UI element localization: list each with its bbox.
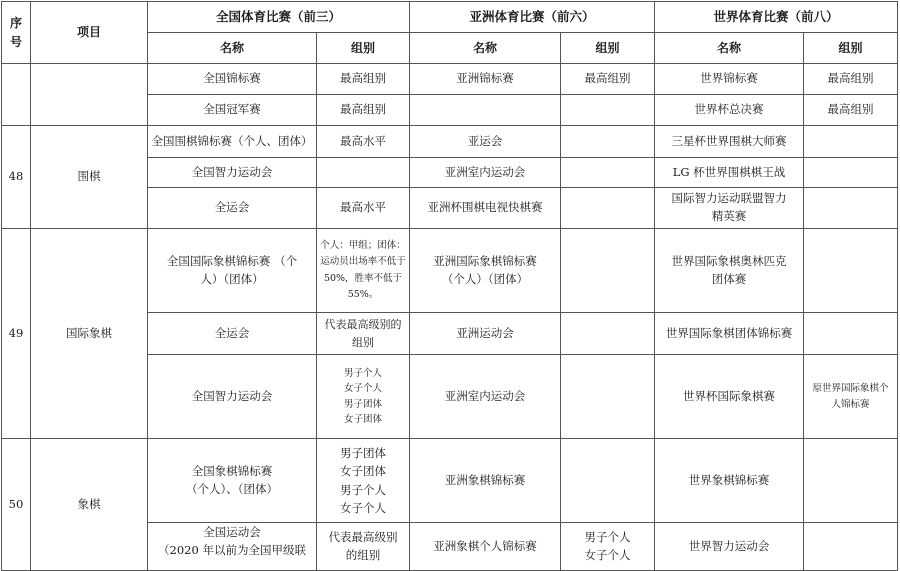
asian-group-cell bbox=[561, 126, 655, 158]
asian-group-cell bbox=[561, 523, 655, 571]
world-group-cell bbox=[804, 313, 898, 355]
asian-name-cell: 亚洲室内运动会 bbox=[410, 158, 561, 188]
national-group-cell: 代表最高级别的组别 bbox=[317, 523, 410, 571]
project-cell: 象棋 bbox=[31, 439, 148, 571]
world-name-cell: 世界杯总决赛 bbox=[655, 95, 804, 126]
asian-name-cell: 亚洲运动会 bbox=[410, 313, 561, 355]
national-group-cell: 最高水平 bbox=[317, 126, 410, 158]
asian-name-cell: 亚洲象棋锦标赛 bbox=[410, 439, 561, 523]
national-group-cell: 最高水平 bbox=[317, 188, 410, 229]
sports-competition-table bbox=[1, 1, 898, 571]
table-row bbox=[2, 229, 898, 313]
world-name-cell: 世界智力运动会 bbox=[655, 523, 804, 571]
national-name-cell: 全运会 bbox=[148, 188, 317, 229]
national-name-cell bbox=[148, 523, 317, 571]
national-group-cell bbox=[317, 158, 410, 188]
asian-group-cell bbox=[561, 188, 655, 229]
asian-group-cell bbox=[561, 229, 655, 313]
world-name-cell: 世界国际象棋团体锦标赛 bbox=[655, 313, 804, 355]
seq-cell: 50 bbox=[2, 439, 31, 571]
national-name-cell: 全国智力运动会 bbox=[148, 158, 317, 188]
world-group-cell bbox=[804, 158, 898, 188]
national-name-cell bbox=[148, 439, 317, 523]
header-seq: 序号 bbox=[2, 2, 31, 64]
header-world-group: 组别 bbox=[804, 33, 898, 64]
asian-group-cell bbox=[561, 439, 655, 523]
asian-name-cell: 亚洲杯围棋电视快棋赛 bbox=[410, 188, 561, 229]
world-group-cell bbox=[804, 439, 898, 523]
world-name-cell: 国际智力运动联盟智力精英赛 bbox=[655, 188, 804, 229]
world-group-cell bbox=[804, 523, 898, 571]
group-line: 男子团体 bbox=[343, 398, 382, 410]
world-name-cell: 世界国际象棋奥林匹克团体赛 bbox=[655, 229, 804, 313]
national-group-cell: 个人：甲组；团体：运动员出场率不低于 50%，胜率不低于 55%。 bbox=[317, 229, 410, 313]
asian-name-cell: 亚洲室内运动会 bbox=[410, 355, 561, 439]
header-asian-name: 名称 bbox=[410, 33, 561, 64]
world-name-cell: 世界杯国际象棋赛 bbox=[655, 355, 804, 439]
world-group-cell bbox=[804, 188, 898, 229]
asian-group-cell bbox=[561, 158, 655, 188]
asian-name-cell: 亚洲象棋个人锦标赛 bbox=[410, 523, 561, 571]
asian-group-cell bbox=[561, 95, 655, 126]
name-line: 全国象棋锦标赛 bbox=[191, 463, 273, 478]
group-line: 女子团体 bbox=[343, 413, 382, 425]
world-name-cell: 世界锦标赛 bbox=[655, 64, 804, 95]
group-line: 女子个人 bbox=[340, 500, 386, 515]
project-cell: 国际象棋 bbox=[31, 229, 148, 439]
national-name-cell: 全国国际象棋锦标赛 （个人）（团体） bbox=[148, 229, 317, 313]
national-group-cell: 最高组别 bbox=[317, 64, 410, 95]
group-line: 男子个人 bbox=[343, 368, 382, 380]
name-line: （个人）、（团体） bbox=[186, 481, 278, 496]
group-line: 女子个人 bbox=[584, 547, 631, 562]
seq-cell: 48 bbox=[2, 126, 31, 229]
group-line: 男子个人 bbox=[584, 529, 631, 544]
table-row bbox=[2, 64, 898, 95]
header-project: 项目 bbox=[31, 2, 148, 64]
asian-name-cell: 亚运会 bbox=[410, 126, 561, 158]
group-line: 男子个人 bbox=[340, 482, 386, 497]
table-row bbox=[2, 439, 898, 523]
world-name-cell: LG 杯世界围棋棋王战 bbox=[655, 158, 804, 188]
world-name-cell: 世界象棋锦标赛 bbox=[655, 439, 804, 523]
national-name-cell: 全运会 bbox=[148, 313, 317, 355]
asian-name-cell: 亚洲国际象棋锦标赛（个人）（团体） bbox=[410, 229, 561, 313]
world-group-cell bbox=[804, 126, 898, 158]
header-world: 世界体育比赛（前八） bbox=[655, 2, 898, 33]
asian-group-cell bbox=[561, 355, 655, 439]
national-group-cell bbox=[317, 439, 410, 523]
asian-name-cell bbox=[410, 95, 561, 126]
asian-group-cell: 最高组别 bbox=[561, 64, 655, 95]
header-national-name: 名称 bbox=[148, 33, 317, 64]
world-group-cell bbox=[804, 229, 898, 313]
group-line: 女子团体 bbox=[340, 464, 386, 479]
national-group-cell: 代表最高级别的组别 bbox=[317, 313, 410, 355]
header-asian: 亚洲体育比赛（前六） bbox=[410, 2, 655, 33]
world-group-cell: 最高组别 bbox=[804, 95, 898, 126]
national-name-cell: 全国智力运动会 bbox=[148, 355, 317, 439]
name-line: 全国运动会 bbox=[203, 525, 261, 539]
header-national-group: 组别 bbox=[317, 33, 410, 64]
national-name-cell: 全国围棋锦标赛（个人、团体） bbox=[148, 126, 317, 158]
seq-cell-empty bbox=[2, 64, 31, 126]
header-asian-group: 组别 bbox=[561, 33, 655, 64]
world-group-cell: 原世界国际象棋个人锦标赛 bbox=[804, 355, 898, 439]
world-name-cell: 三星杯世界围棋大师赛 bbox=[655, 126, 804, 158]
name-line: （2020 年以前为全国甲级联 bbox=[158, 542, 306, 557]
group-line: 女子个人 bbox=[343, 383, 382, 395]
project-cell: 围棋 bbox=[31, 126, 148, 229]
asian-group-cell bbox=[561, 313, 655, 355]
national-name-cell: 全国冠军赛 bbox=[148, 95, 317, 126]
asian-name-cell: 亚洲锦标赛 bbox=[410, 64, 561, 95]
project-cell-empty bbox=[31, 64, 148, 126]
header-national: 全国体育比赛（前三） bbox=[148, 2, 410, 33]
world-group-cell: 最高组别 bbox=[804, 64, 898, 95]
seq-cell: 49 bbox=[2, 229, 31, 439]
header-world-name: 名称 bbox=[655, 33, 804, 64]
national-group-cell bbox=[317, 355, 410, 439]
group-line: 男子团体 bbox=[340, 445, 386, 460]
table-row bbox=[2, 126, 898, 158]
national-name-cell: 全国锦标赛 bbox=[148, 64, 317, 95]
national-group-cell: 最高组别 bbox=[317, 95, 410, 126]
